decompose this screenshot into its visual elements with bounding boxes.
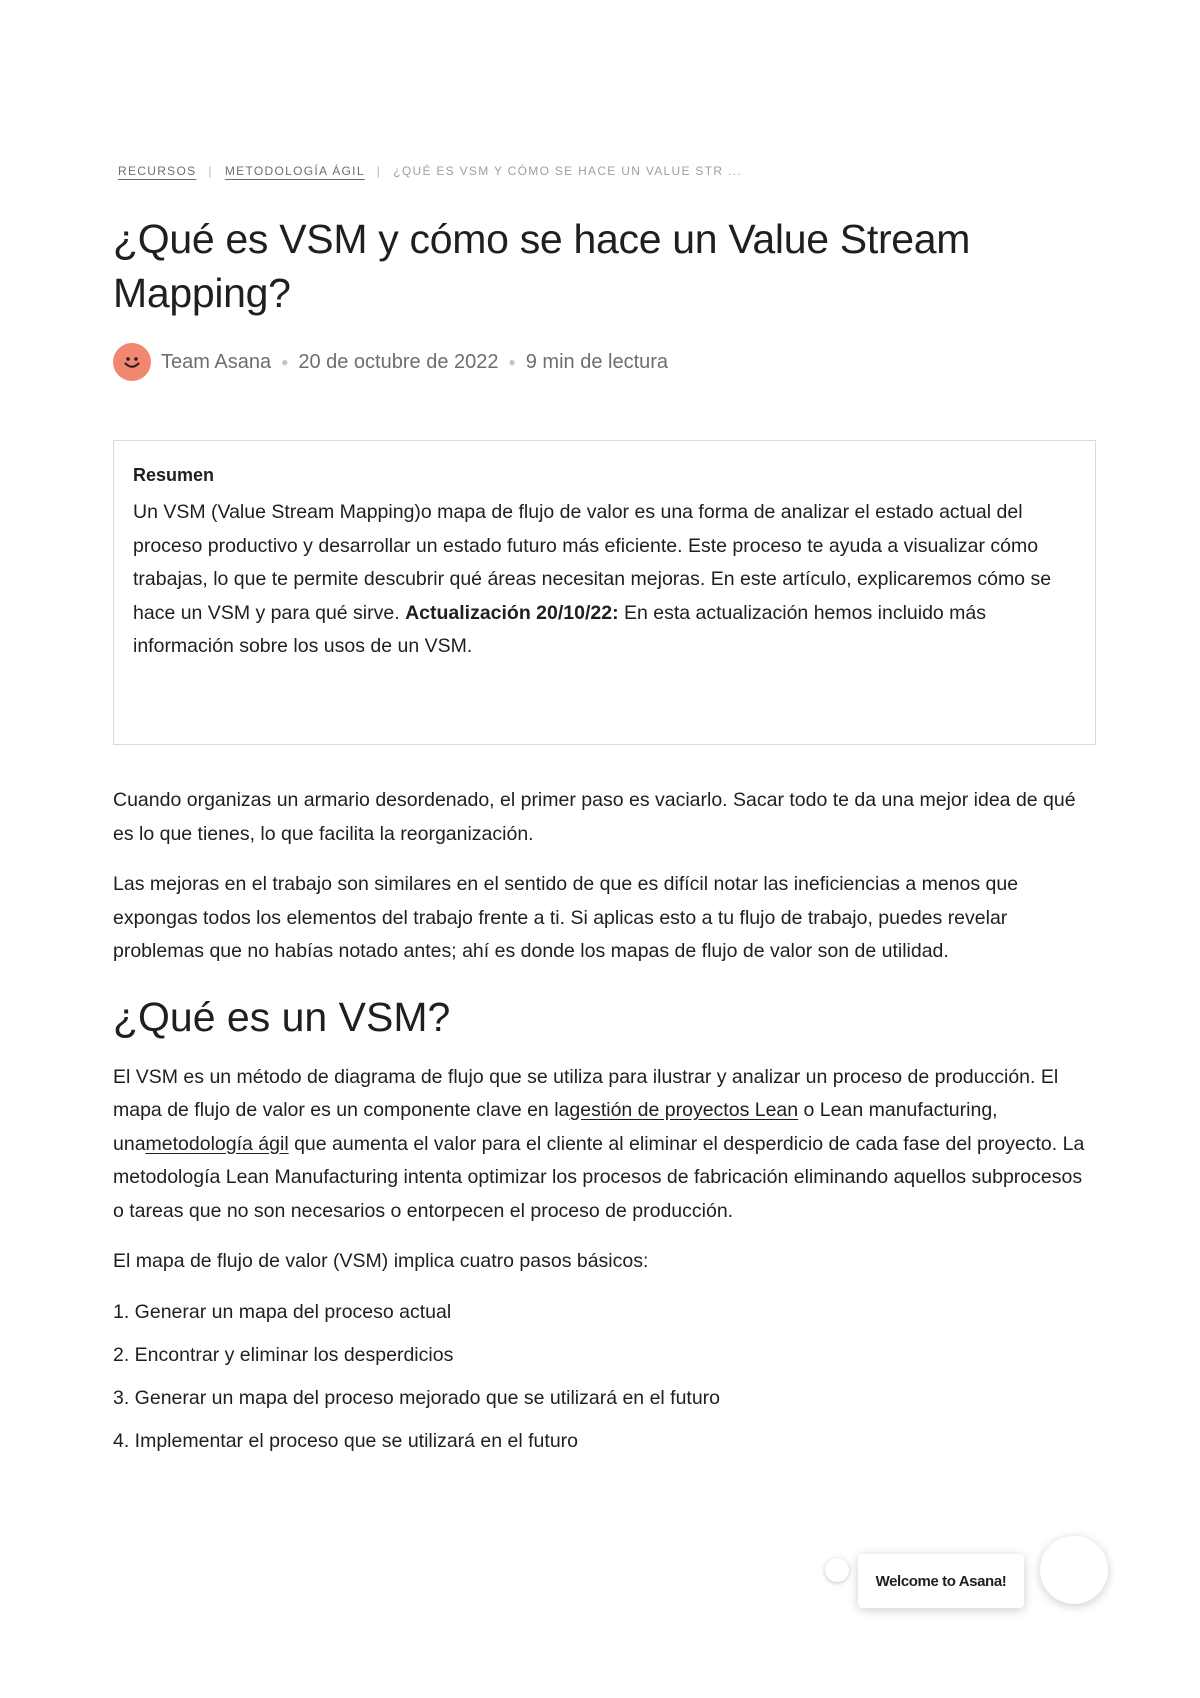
breadcrumb-separator: | [376, 164, 382, 178]
breadcrumb [118, 164, 742, 178]
summary-text [133, 496, 1077, 664]
breadcrumb-link-agile[interactable]: METODOLOGÍA ÁGIL [224, 164, 365, 178]
section-heading-what-is-vsm: ¿Qué es un VSM? [113, 993, 451, 1040]
steps-list [113, 1296, 1098, 1459]
chat-dismiss-button[interactable] [825, 1558, 849, 1582]
list-item: 3. Generar un mapa del proceso mejorado que se utilizará en el futuro [113, 1386, 721, 1409]
summary-heading: Resumen [133, 465, 215, 485]
link-agile-methodology[interactable]: metodología ágil [145, 1132, 289, 1155]
breadcrumb-separator: | [208, 164, 213, 178]
page-title: ¿Qué es VSM y cómo se hace un Value Stream Mapping? [113, 216, 971, 316]
breadcrumb-current: ¿QUÉ ES VSM Y CÓMO SE HACE UN VALUE STR ... [393, 164, 742, 178]
read-time: 9 min de lectura [525, 350, 669, 373]
smiley-icon [119, 349, 145, 375]
paragraph-text: El VSM es un método de diagrama de flujo que se utiliza para ilustrar y analizar un proceso de producción. El mapa de flujo de valor es un componente clave en la [113, 1065, 1059, 1121]
link-lean-project-management[interactable]: gestión de proyectos Lean [569, 1099, 799, 1121]
chat-launcher-button[interactable] [1040, 1536, 1108, 1604]
paragraph-steps-intro: El mapa de flujo de valor (VSM) implica cuatro pasos básicos: [113, 1250, 649, 1272]
byline-dot: ● [281, 355, 289, 369]
author-avatar [113, 343, 151, 381]
list-item: 2. Encontrar y eliminar los desperdicios [113, 1343, 454, 1366]
summary-update-label: Actualización 20/10/22: [405, 601, 619, 624]
breadcrumb-link-resources[interactable]: RECURSOS [118, 164, 197, 178]
paragraph-text: o Lean manufacturing, una [113, 1099, 998, 1155]
paragraph-vsm-definition [113, 1061, 1098, 1229]
author-name: Team Asana [161, 350, 272, 373]
paragraph-improvements: Las mejoras en el trabajo son similares en el sentido de que es difícil notar las ineficiencias a menos que expongas todos los elementos del trabajo frente a ti. Si aplicas esto a tu flujo de trabajo, puedes revelar problemas que no habías notado antes; ahí es donde los mapas de flujo de valor son de utilidad. [113, 873, 1019, 962]
summary-body: Un VSM (Value Stream Mapping)o mapa de flujo de valor es una forma de analizar el estado actual del proceso productivo y desarrollar un estado futuro más eficiente. Este proceso te ayuda a visualizar cómo trabajas, lo que te permite descubrir qué áreas necesitan mejoras. En este artículo, explicaremos cómo se hace un VSM y para qué sirve. [133, 501, 1052, 624]
article-byline [113, 343, 668, 381]
chat-welcome-bubble[interactable]: Welcome to Asana! [858, 1554, 1024, 1608]
publish-date: 20 de octubre de 2022 [298, 350, 499, 373]
article-body [113, 784, 1098, 1468]
byline-dot: ● [508, 355, 516, 369]
paragraph-text: que aumenta el valor para el cliente al eliminar el desperdicio de cada fase del proyecto. La metodología Lean Manufacturing intenta optimizar los procesos de fabricación eliminando aquellos subprocesos o tareas que no son necesarios o entorpecen el proceso de producción. [113, 1132, 1085, 1222]
summary-box [113, 440, 1096, 745]
list-item: 1. Generar un mapa del proceso actual [113, 1300, 452, 1323]
summary-update-text: En esta actualización hemos incluido más información sobre los usos de un VSM. [133, 601, 987, 657]
paragraph-intro: Cuando organizas un armario desordenado, el primer paso es vaciarlo. Sacar todo te da una mejor idea de qué es lo que tienes, lo que facilita la reorganización. [113, 789, 1076, 845]
list-item: 4. Implementar el proceso que se utilizará en el futuro [113, 1429, 579, 1452]
